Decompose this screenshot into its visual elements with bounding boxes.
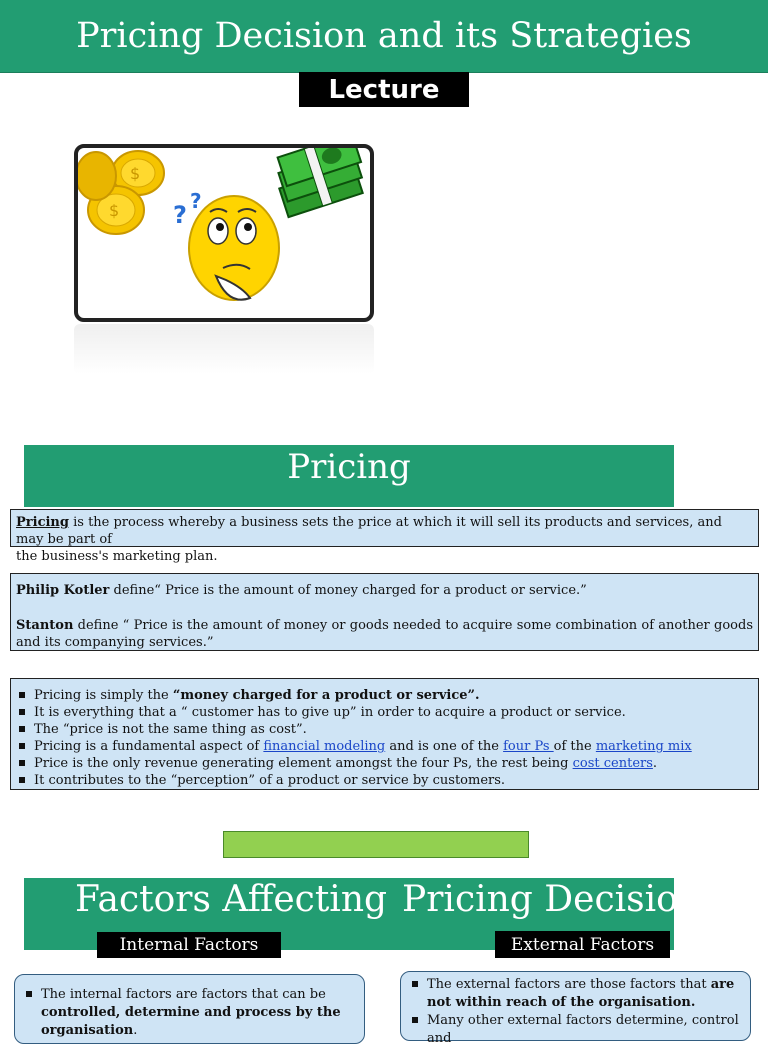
modeling-link-text[interactable]: modeling — [319, 739, 386, 754]
definition-text-1: is the process whereby a business sets the price at which it will sell its products and services, and may be part of — [16, 515, 722, 547]
cash-stack-icon — [270, 148, 370, 217]
bullet-text: and is one of the — [385, 739, 504, 754]
price-definitions-box — [10, 573, 759, 651]
bullet-text: Pricing is simply the — [34, 688, 173, 703]
kotler-name: Philip Kotler — [16, 583, 110, 598]
lecture-label: Lecture — [299, 72, 469, 107]
bullet-text: It contributes to the “perception” of a product or service by customers. — [34, 773, 506, 788]
thinking-face-icon — [189, 196, 279, 300]
list-item — [16, 687, 753, 704]
lime-divider-bar — [223, 831, 529, 858]
marketing-mix-link[interactable]: marketing mix — [595, 739, 692, 754]
illustration-reflection — [74, 324, 374, 374]
title-banner — [0, 0, 768, 73]
list-item — [16, 738, 753, 755]
financial-link-text[interactable]: financial — [263, 739, 320, 754]
external-factors-box — [400, 971, 751, 1046]
list-item — [409, 976, 742, 1012]
list-item — [16, 755, 753, 772]
list-item — [16, 772, 753, 789]
list-item — [23, 986, 356, 1040]
gold-coins-icon — [78, 151, 164, 234]
internal-factors-box — [14, 974, 365, 1044]
factors-heading-right: Pricing Decisions — [402, 879, 720, 920]
stanton-name: Stanton — [16, 618, 74, 633]
svg-text:?: ? — [173, 201, 187, 229]
bullet-bold-text: controlled, determine and process by the organisation — [41, 1005, 341, 1038]
bullet-text: It is everything that a “ customer has to give up” in order to acquire a product or service. — [34, 705, 626, 720]
bullet-text: . — [133, 1023, 138, 1038]
pricing-illustration — [74, 144, 374, 322]
pricing-points-list — [16, 687, 753, 789]
bullet-text: of the — [553, 739, 596, 754]
list-item — [16, 704, 753, 721]
bullet-bold-text: are not within reach of the organisation. — [427, 977, 735, 1010]
bullet-text: The external factors are those factors that — [427, 977, 711, 992]
bullet-text: Pricing is a fundamental aspect of — [34, 739, 264, 754]
pricing-heading: Pricing — [24, 445, 674, 507]
bullet-text: Many other external factors determine, control and — [427, 1013, 739, 1046]
financial-modeling-link[interactable] — [263, 739, 385, 754]
internal-factors-label: Internal Factors — [97, 932, 281, 958]
stanton-text: define “ Price is the amount of money or goods needed to acquire some combination of another goods and its companying services.” — [16, 618, 753, 650]
pricing-points-box — [10, 678, 759, 790]
svg-text:?: ? — [190, 189, 202, 213]
svg-text:$: $ — [109, 201, 120, 220]
illustration-svg — [78, 148, 370, 318]
page-title: Pricing Decision and its Strategies — [76, 16, 692, 56]
svg-text:$: $ — [130, 164, 141, 183]
external-factors-label: External Factors — [495, 931, 670, 958]
external-factors-list — [409, 976, 742, 1048]
bullet-text: The internal factors are factors that can be — [41, 987, 326, 1002]
bullet-text: Price is the only revenue generating element amongst the four Ps, the rest being — [34, 756, 573, 771]
factors-heading-left: Factors Affecting — [75, 879, 388, 920]
definition-text-2: the business's marketing plan. — [16, 549, 218, 564]
kotler-text: define“ Price is the amount of money charged for a product or service.” — [109, 583, 587, 598]
four-ps-link[interactable]: four Ps — [503, 739, 554, 754]
bullet-text: The “price is not the same thing as cost”. — [34, 722, 307, 737]
bullet-bold-text: “money charged for a product or service”. — [172, 688, 480, 703]
pricing-definition-box — [10, 509, 759, 564]
internal-factors-list — [23, 986, 356, 1040]
definition-term: Pricing — [16, 515, 69, 530]
list-item — [16, 721, 753, 738]
bullet-text: . — [652, 756, 658, 771]
kotler-definition — [16, 582, 753, 599]
cost-centers-link[interactable]: cost centers — [572, 756, 653, 771]
stanton-definition — [16, 617, 753, 651]
list-item — [409, 1012, 742, 1048]
